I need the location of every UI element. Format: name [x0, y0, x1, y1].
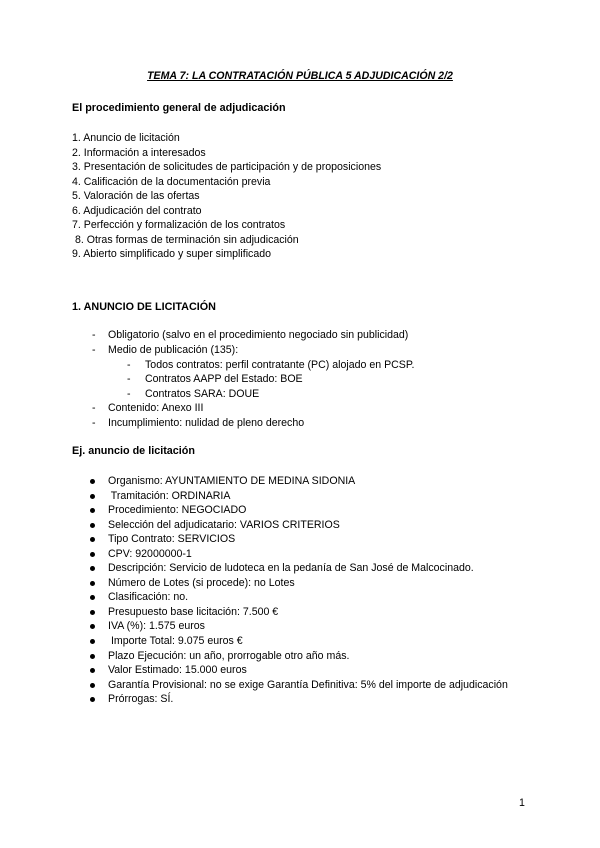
bullet-marker: [90, 523, 95, 528]
bullet-marker: [90, 683, 95, 688]
list-item: 1. Anuncio de licitación: [72, 132, 180, 144]
bullet-marker: [90, 610, 95, 615]
bullet-marker: [90, 595, 95, 600]
bullet-marker: [90, 697, 95, 702]
bullet-item-text: Tramitación: ORDINARIA: [108, 490, 231, 502]
bullet-item-text: Importe Total: 9.075 euros €: [108, 635, 243, 647]
dash-marker: -: [92, 417, 96, 429]
dash-marker: -: [127, 373, 131, 385]
list-item: 6. Adjudicación del contrato: [72, 205, 202, 217]
bullet-item-text: Procedimiento: NEGOCIADO: [108, 504, 247, 516]
bullet-item-text: Valor Estimado: 15.000 euros: [108, 664, 247, 676]
list-item: 5. Valoración de las ofertas: [72, 190, 200, 202]
bullet-marker: [90, 537, 95, 542]
section-heading-general: El procedimiento general de adjudicación: [72, 102, 286, 114]
bullet-item-text: Tipo Contrato: SERVICIOS: [108, 533, 236, 545]
bullet-item-text: Descripción: Servicio de ludoteca en la pedanía de San José de Malcocinado.: [108, 562, 474, 574]
dash-marker: -: [92, 402, 96, 414]
bullet-marker: [90, 508, 95, 513]
dash-item-text: Contratos SARA: DOUE: [145, 388, 260, 400]
dash-marker: -: [92, 344, 96, 356]
dash-marker: -: [127, 359, 131, 371]
bullet-marker: [90, 668, 95, 673]
dash-item-text: Contratos AAPP del Estado: BOE: [145, 373, 303, 385]
bullet-marker: [90, 581, 95, 586]
bullet-item-text: Selección del adjudicatario: VARIOS CRITERIOS: [108, 519, 340, 531]
bullet-item-text: Organismo: AYUNTAMIENTO DE MEDINA SIDONIA: [108, 475, 356, 487]
dash-item-text: Incumplimiento: nulidad de pleno derecho: [108, 417, 305, 429]
dash-item-text: Todos contratos: perfil contratante (PC) alojado en PCSP.: [145, 359, 415, 371]
bullet-marker: [90, 566, 95, 571]
bullet-item-text: Presupuesto base licitación: 7.500 €: [108, 606, 279, 618]
section-heading-anuncio: 1. ANUNCIO DE LICITACIÓN: [72, 301, 216, 313]
dash-marker: -: [127, 388, 131, 400]
bullet-marker: [90, 624, 95, 629]
list-item: 2. Información a interesados: [72, 147, 206, 159]
section-heading-ejemplo: Ej. anuncio de licitación: [72, 445, 195, 457]
dash-item-text: Contenido: Anexo III: [108, 402, 204, 414]
bullet-item-text: Número de Lotes (si procede): no Lotes: [108, 577, 295, 589]
bullet-item-text: Garantía Provisional: no se exige Garantía Definitiva: 5% del importe de adjudicación: [108, 679, 508, 691]
bullet-marker: [90, 479, 95, 484]
bullet-item-text: Prórrogas: SÍ.: [108, 693, 174, 705]
bullet-marker: [90, 494, 95, 499]
bullet-item-text: Plazo Ejecución: un año, prorrogable otro año más.: [108, 650, 350, 662]
dash-item-text: Obligatorio (salvo en el procedimiento negociado sin publicidad): [108, 329, 409, 341]
page-number: 1: [519, 797, 525, 809]
list-item: 3. Presentación de solicitudes de participación y de proposiciones: [72, 161, 382, 173]
dash-marker: -: [92, 329, 96, 341]
dash-item-text: Medio de publicación (135):: [108, 344, 239, 356]
bullet-item-text: IVA (%): 1.575 euros: [108, 620, 205, 632]
bullet-marker: [90, 639, 95, 644]
bullet-marker: [90, 654, 95, 659]
bullet-item-text: Clasificación: no.: [108, 591, 189, 603]
list-item: 7. Perfección y formalización de los contratos: [72, 219, 286, 231]
page-title: TEMA 7: LA CONTRATACIÓN PÚBLICA 5 ADJUDICACIÓN 2/2: [147, 70, 453, 82]
list-item: 4. Calificación de la documentación previa: [72, 176, 271, 188]
bullet-marker: [90, 552, 95, 557]
bullet-item-text: CPV: 92000000-1: [108, 548, 192, 560]
list-item: 9. Abierto simplificado y super simplificado: [72, 248, 272, 260]
list-item: 8. Otras formas de terminación sin adjudicación: [72, 234, 299, 246]
